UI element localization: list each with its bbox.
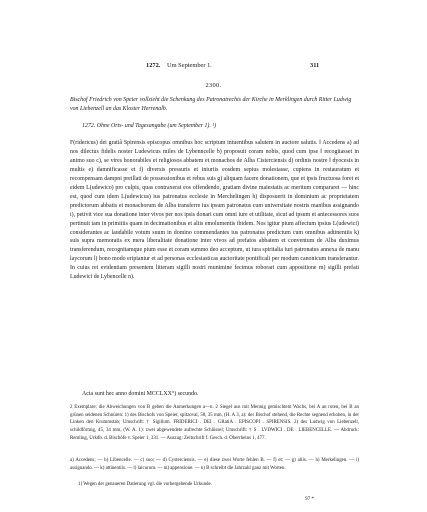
page-number: 311 (310, 62, 320, 69)
charter-body-text: F(ridericus) dei gratiâ Spirensis episcopus omnibus hoc scriptum intuentibus salutem in auctore salutis. ‖ Accedens a) ad nos dilectus fidelis noster Ludewicus miles de Lybenncelle b) proposuit coram nobis, quod cum ipse ‖ recogitasset in animo suo c), se vires honorabiles et religiosos abbatem et monachos de Alba Cisterciensis d) ordinis nostre ‖ dyocesis in multis e) damnificasse et f) diversis pressuris et iniuriis eosdem sepius molestasse, cupiens in restauratum et recompensam dampni preillati de possessionibus et rebus suis g) aliquam facere donationem, que et ipsis fructuosa foret et eidem L(udewico) pro culpis, quas contraxerat eos offendendo, gratiam divine maiestatis ac meritum compararet — hinc est, quod cum idem L(udewicus) ius patronatus ecclesie in Merchelingen h) disposuerit in dominium ac proprietatem predictorum abbatis et monachorum de Alba transferre ius ipsum patronatus cum universitate nostris manibus assignando i), petivit vice sua donatione inter vivos per nos ipsis donari cum omni iure et utilitate, sicut ad ipsum et antecessores suos pertinuit tam in primitiis quam in decimationibus et aliis emolumentis ibidem. Nos igitur pium affectum ipsius L(udewici) considerantes ac laudabile votum suum in domino commendantes ius patronatus predictum cum omnibus adtinentiis k) suis supra memoratis ex mera liberalitate donatione inter vivos ad prefatos abbatem et conventum de Alba duximus transferendum, recognitamque pium esse et coram summo deo acceptum, ut iura spiritalia iuri patronatus annexa de manu laycorum l) bono modo eripiantur et ad personas ecclesiasticas auctoritate pontificali per modum canonicum transferantur. In cuius rei evidentiam presentem litteram sigilli nostri munimine fecimus roborari cum appositione m) sigilli prefati Ludewici de Lybencelle n). (70, 140, 359, 281)
variant-readings: a) Accedens; — b) Libencelle. — c) suo; — d) Cysterciensis. — e) diese zwei Worte fehlen B. — f) et; — g) aliis. — h) Merkelingen. — i) assignando. — k) attinentiis. — l) laicorum. — m) appensione. — n) B schreibt die Jahrzahl ganz mit Worten. (70, 458, 359, 471)
running-head-year: 1272. (146, 62, 161, 69)
running-head-date: Um September 1. (167, 62, 212, 69)
footnote: 1) Wegen der genaueren Datierung vgl. die vorhergehende Urkunde. (78, 482, 212, 487)
document-number: 2300. (205, 82, 222, 89)
signature-mark: 97 * (305, 496, 315, 502)
dateline: 1272. Ohne Orts- und Tagesangabe (um September 1). ¹) (82, 123, 217, 129)
critical-apparatus: 2 Exemplare; die Abweichungen von B geben die Anmerkungen a—n. 2 Siegel aus mit Mennig gemischtem Wachs, bei A an roten, bei B an grünen seidenen Schnüren: 1) des Bischofs von Speier, spitzoval, 58, 35 mm, (H. A 3, a): der Bischof stehend, die Rechte segnend erhoben, in der Linken den Krummstab; Umschrift: † Sigillum. FRIDERICI . DEI . GRatiA . EPISCOPI . SPIRENSIS. 2) des Ludwig von Liebenzell, schildförmig, 45, 34 mm, (W. A. 1): zwei abgewendete aufrechte Schlüssel; Umschrift: † S . LVDWICI . DE . LIEBENCELLE. — Abdruck: Remling, Urkdb. d. Bischöfe v. Speier 1, 331. — Auszug: Zeitschrift f. Gesch. d. Oberrheins 1, 477. (70, 405, 359, 441)
regest-summary: Bischof Friedrich von Speier vollzieht die Schenkung des Patronatrechts der Kirche in Merklingen durch Ritter Ludwig von Liebenzell an das Kloster Herrenalb. (70, 97, 352, 112)
actum-line: Acta sunt hec anno domini MCCLXX°) secundo. (82, 391, 199, 397)
running-head (0, 62, 427, 72)
